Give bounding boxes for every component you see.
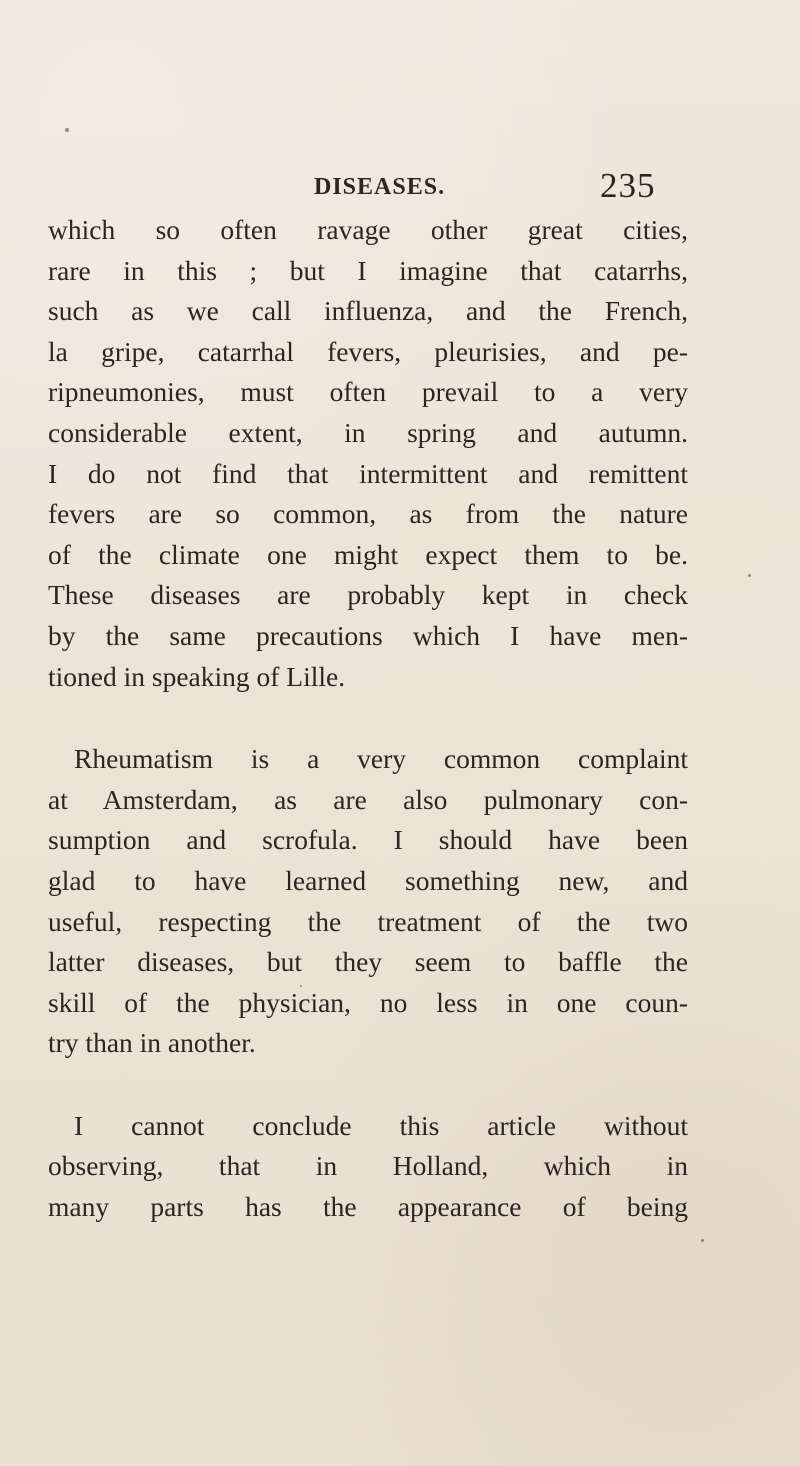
paper-speck <box>748 574 751 577</box>
text-line: latter diseases, but they seem to baffle the <box>48 946 688 978</box>
text-line: Rheumatism is a very common complaint <box>74 743 688 775</box>
text-line: sumption and scrofula. I should have been <box>48 824 688 856</box>
running-header <box>0 166 800 214</box>
text-line: considerable extent, in spring and autumn. <box>48 416 688 448</box>
text-line: such as we call influenza, and the French, <box>48 295 688 327</box>
text-line: many parts has the appearance of being <box>48 1191 688 1223</box>
paragraph-1 <box>48 210 688 697</box>
paper-speck <box>701 1239 704 1242</box>
text-line: skill of the physician, no less in one coun- <box>48 986 688 1018</box>
body-text <box>48 210 688 1228</box>
text-line: tioned in speaking of Lille. <box>48 660 346 692</box>
text-line: la gripe, catarrhal fevers, pleurisies, and pe- <box>48 335 688 367</box>
text-line: I do not find that intermittent and remittent <box>48 457 688 489</box>
text-line: at Amsterdam, as are also pulmonary con- <box>48 783 688 815</box>
text-line: ripneumonies, must often prevail to a very <box>48 376 688 408</box>
text-line: I cannot conclude this article without <box>74 1109 688 1141</box>
text-line: which so often ravage other great cities, <box>48 214 688 245</box>
text-line: rare in this ; but I imagine that catarrhs, <box>48 254 688 286</box>
running-title: DISEASES. <box>314 174 446 200</box>
text-line: observing, that in Holland, which in <box>48 1150 688 1182</box>
paragraph-gap <box>48 697 688 739</box>
text-line: useful, respecting the treatment of the two <box>48 905 688 937</box>
paragraph-gap <box>48 1064 688 1106</box>
paragraph-2 <box>48 739 688 1064</box>
text-line: These diseases are probably kept in check <box>48 579 688 611</box>
text-line: fevers are so common, as from the nature <box>48 498 688 530</box>
paragraph-3 <box>48 1106 688 1228</box>
text-line: try than in another. <box>48 1027 256 1059</box>
text-line: by the same precautions which I have men- <box>48 619 688 651</box>
text-line: glad to have learned something new, and <box>48 864 688 896</box>
page-number: 235 <box>600 166 656 205</box>
paper-speck <box>65 128 69 132</box>
text-line: of the climate one might expect them to be. <box>48 538 688 570</box>
